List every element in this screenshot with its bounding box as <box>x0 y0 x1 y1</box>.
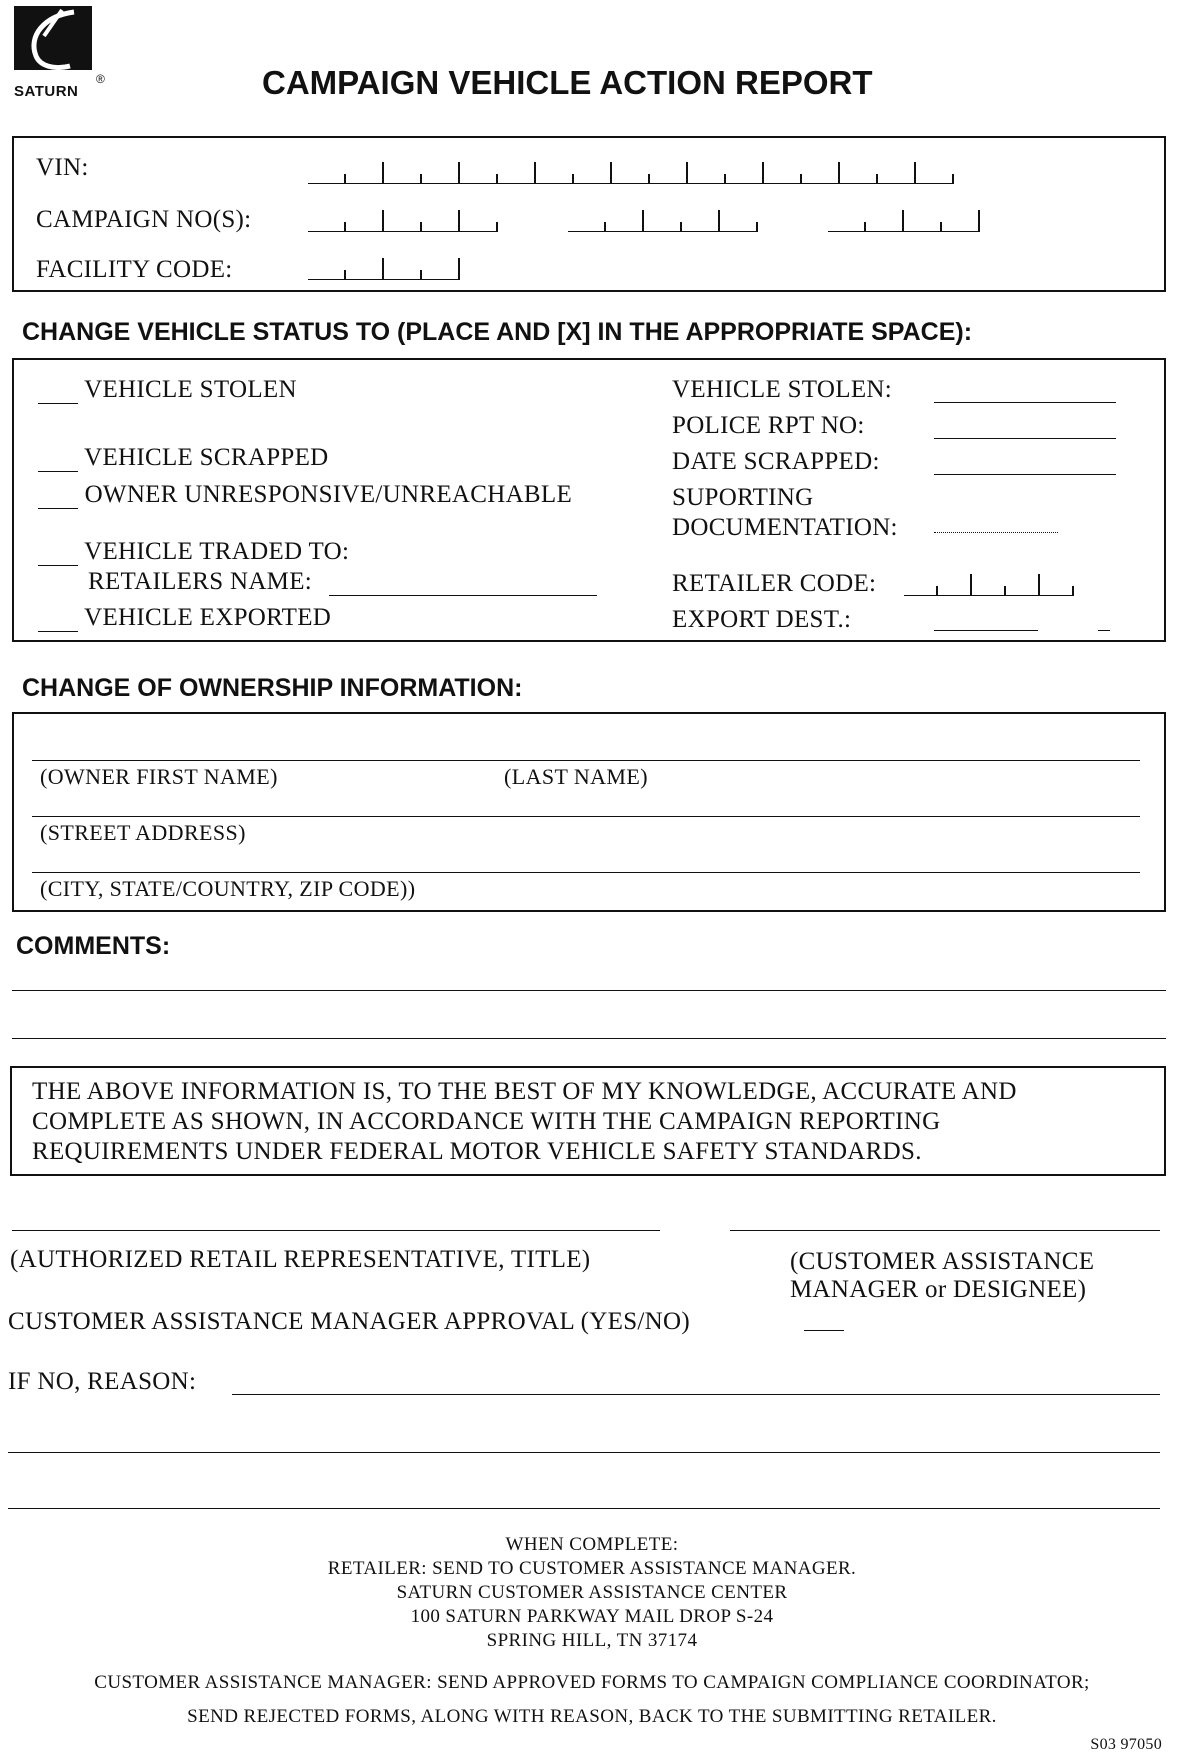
campaign-label: CAMPAIGN NO(S): <box>36 206 252 233</box>
export-dest-field[interactable] <box>934 630 1038 631</box>
form-code: S03 97050 <box>1090 1736 1162 1753</box>
approval-field[interactable] <box>804 1330 844 1331</box>
police-field[interactable] <box>934 438 1116 439</box>
facility-label: FACILITY CODE: <box>36 256 233 283</box>
campaign-field-2[interactable] <box>568 210 758 232</box>
saturn-logo-mark <box>14 6 114 76</box>
option-traded[interactable]: VEHICLE TRADED TO: <box>38 538 349 566</box>
cam-signature-line[interactable] <box>730 1230 1160 1231</box>
checkbox-traded[interactable] <box>38 546 78 566</box>
option-exported[interactable]: VEHICLE EXPORTED <box>38 604 331 632</box>
date-scrapped-label: DATE SCRAPPED: <box>672 448 880 475</box>
certification-line-3: REQUIREMENTS UNDER FEDERAL MOTOR VEHICLE SAFETY STANDARDS. <box>32 1138 922 1165</box>
page-title: CAMPAIGN VEHICLE ACTION REPORT <box>262 64 873 101</box>
date-scrapped-field[interactable] <box>934 474 1116 475</box>
checkbox-stolen[interactable] <box>38 384 78 404</box>
vin-field[interactable] <box>308 162 954 184</box>
city-label: (CITY, STATE/COUNTRY, ZIP CODE)) <box>40 876 416 901</box>
police-label: POLICE RPT NO: <box>672 412 865 439</box>
logo-text: SATURN <box>14 83 79 100</box>
option-stolen[interactable]: VEHICLE STOLEN <box>38 376 297 404</box>
certification-line-2: COMPLETE AS SHOWN, IN ACCORDANCE WITH THE CAMPAIGN REPORTING <box>32 1108 941 1135</box>
owner-last-name-label: (LAST NAME) <box>504 764 648 789</box>
instructions-line-1: WHEN COMPLETE: <box>505 1534 679 1555</box>
logo-registered-mark: ® <box>96 72 105 86</box>
reason-label: IF NO, REASON: <box>8 1368 197 1395</box>
certification-line-1: THE ABOVE INFORMATION IS, TO THE BEST OF MY KNOWLEDGE, ACCURATE AND <box>32 1078 1017 1105</box>
instructions-line-2: RETAILER: SEND TO CUSTOMER ASSISTANCE MANAGER. <box>327 1558 857 1579</box>
cam-label-1: (CUSTOMER ASSISTANCE <box>790 1248 1095 1275</box>
campaign-field-3[interactable] <box>828 210 980 232</box>
option-unresponsive[interactable]: OWNER UNRESPONSIVE/UNREACHABLE <box>38 481 572 509</box>
instructions-line-6: CUSTOMER ASSISTANCE MANAGER: SEND APPROVED FORMS TO CAMPAIGN COMPLIANCE COORDINATOR; <box>94 1672 1090 1693</box>
comments-heading: COMMENTS: <box>16 932 171 960</box>
owner-name-field[interactable] <box>32 760 1140 761</box>
retailer-code-field[interactable] <box>904 574 1074 596</box>
street-address-field[interactable] <box>32 816 1140 817</box>
reason-field[interactable] <box>232 1394 1160 1395</box>
retailers-name-row: RETAILERS NAME: <box>88 568 597 596</box>
campaign-field-1[interactable] <box>308 210 498 232</box>
checkbox-exported[interactable] <box>38 612 78 632</box>
export-dest-field-tail <box>1098 630 1110 631</box>
stolen-field[interactable] <box>934 402 1116 403</box>
street-address-label: (STREET ADDRESS) <box>40 820 246 845</box>
ownership-heading: CHANGE OF OWNERSHIP INFORMATION: <box>22 674 523 702</box>
instructions-line-3: SATURN CUSTOMER ASSISTANCE CENTER <box>396 1582 788 1603</box>
option-scrapped[interactable]: VEHICLE SCRAPPED <box>38 444 329 472</box>
reason-line-2[interactable] <box>8 1452 1160 1453</box>
checkbox-unresponsive[interactable] <box>38 489 78 509</box>
retailers-name-field[interactable] <box>329 576 597 596</box>
checkbox-scrapped[interactable] <box>38 452 78 472</box>
stolen-field-label: VEHICLE STOLEN: <box>672 376 892 403</box>
comments-line-2[interactable] <box>12 1038 1166 1039</box>
vin-label: VIN: <box>36 154 89 181</box>
retail-rep-label: (AUTHORIZED RETAIL REPRESENTATIVE, TITLE) <box>10 1246 591 1273</box>
facility-field[interactable] <box>308 258 460 280</box>
approval-label: CUSTOMER ASSISTANCE MANAGER APPROVAL (YES/NO) <box>8 1308 690 1335</box>
retail-rep-signature-line[interactable] <box>12 1230 660 1231</box>
instructions-line-4: 100 SATURN PARKWAY MAIL DROP S-24 <box>410 1606 774 1627</box>
instructions-line-5: SPRING HILL, TN 37174 <box>486 1630 698 1651</box>
status-heading: CHANGE VEHICLE STATUS TO (PLACE AND [X] IN THE APPROPRIATE SPACE): <box>22 318 973 346</box>
retailer-code-label: RETAILER CODE: <box>672 570 877 597</box>
supporting-label-1: SUPORTING <box>672 484 814 511</box>
reason-line-3[interactable] <box>8 1508 1160 1509</box>
supporting-label-2: DOCUMENTATION: <box>672 514 898 541</box>
cam-label-2: MANAGER or DESIGNEE) <box>790 1276 1087 1303</box>
comments-line-1[interactable] <box>12 990 1166 991</box>
owner-first-name-label: (OWNER FIRST NAME) <box>40 764 278 789</box>
city-field[interactable] <box>32 872 1140 873</box>
supporting-field[interactable] <box>934 532 1058 533</box>
export-dest-label: EXPORT DEST.: <box>672 606 852 633</box>
instructions-line-7: SEND REJECTED FORMS, ALONG WITH REASON, BACK TO THE SUBMITTING RETAILER. <box>187 1706 997 1727</box>
